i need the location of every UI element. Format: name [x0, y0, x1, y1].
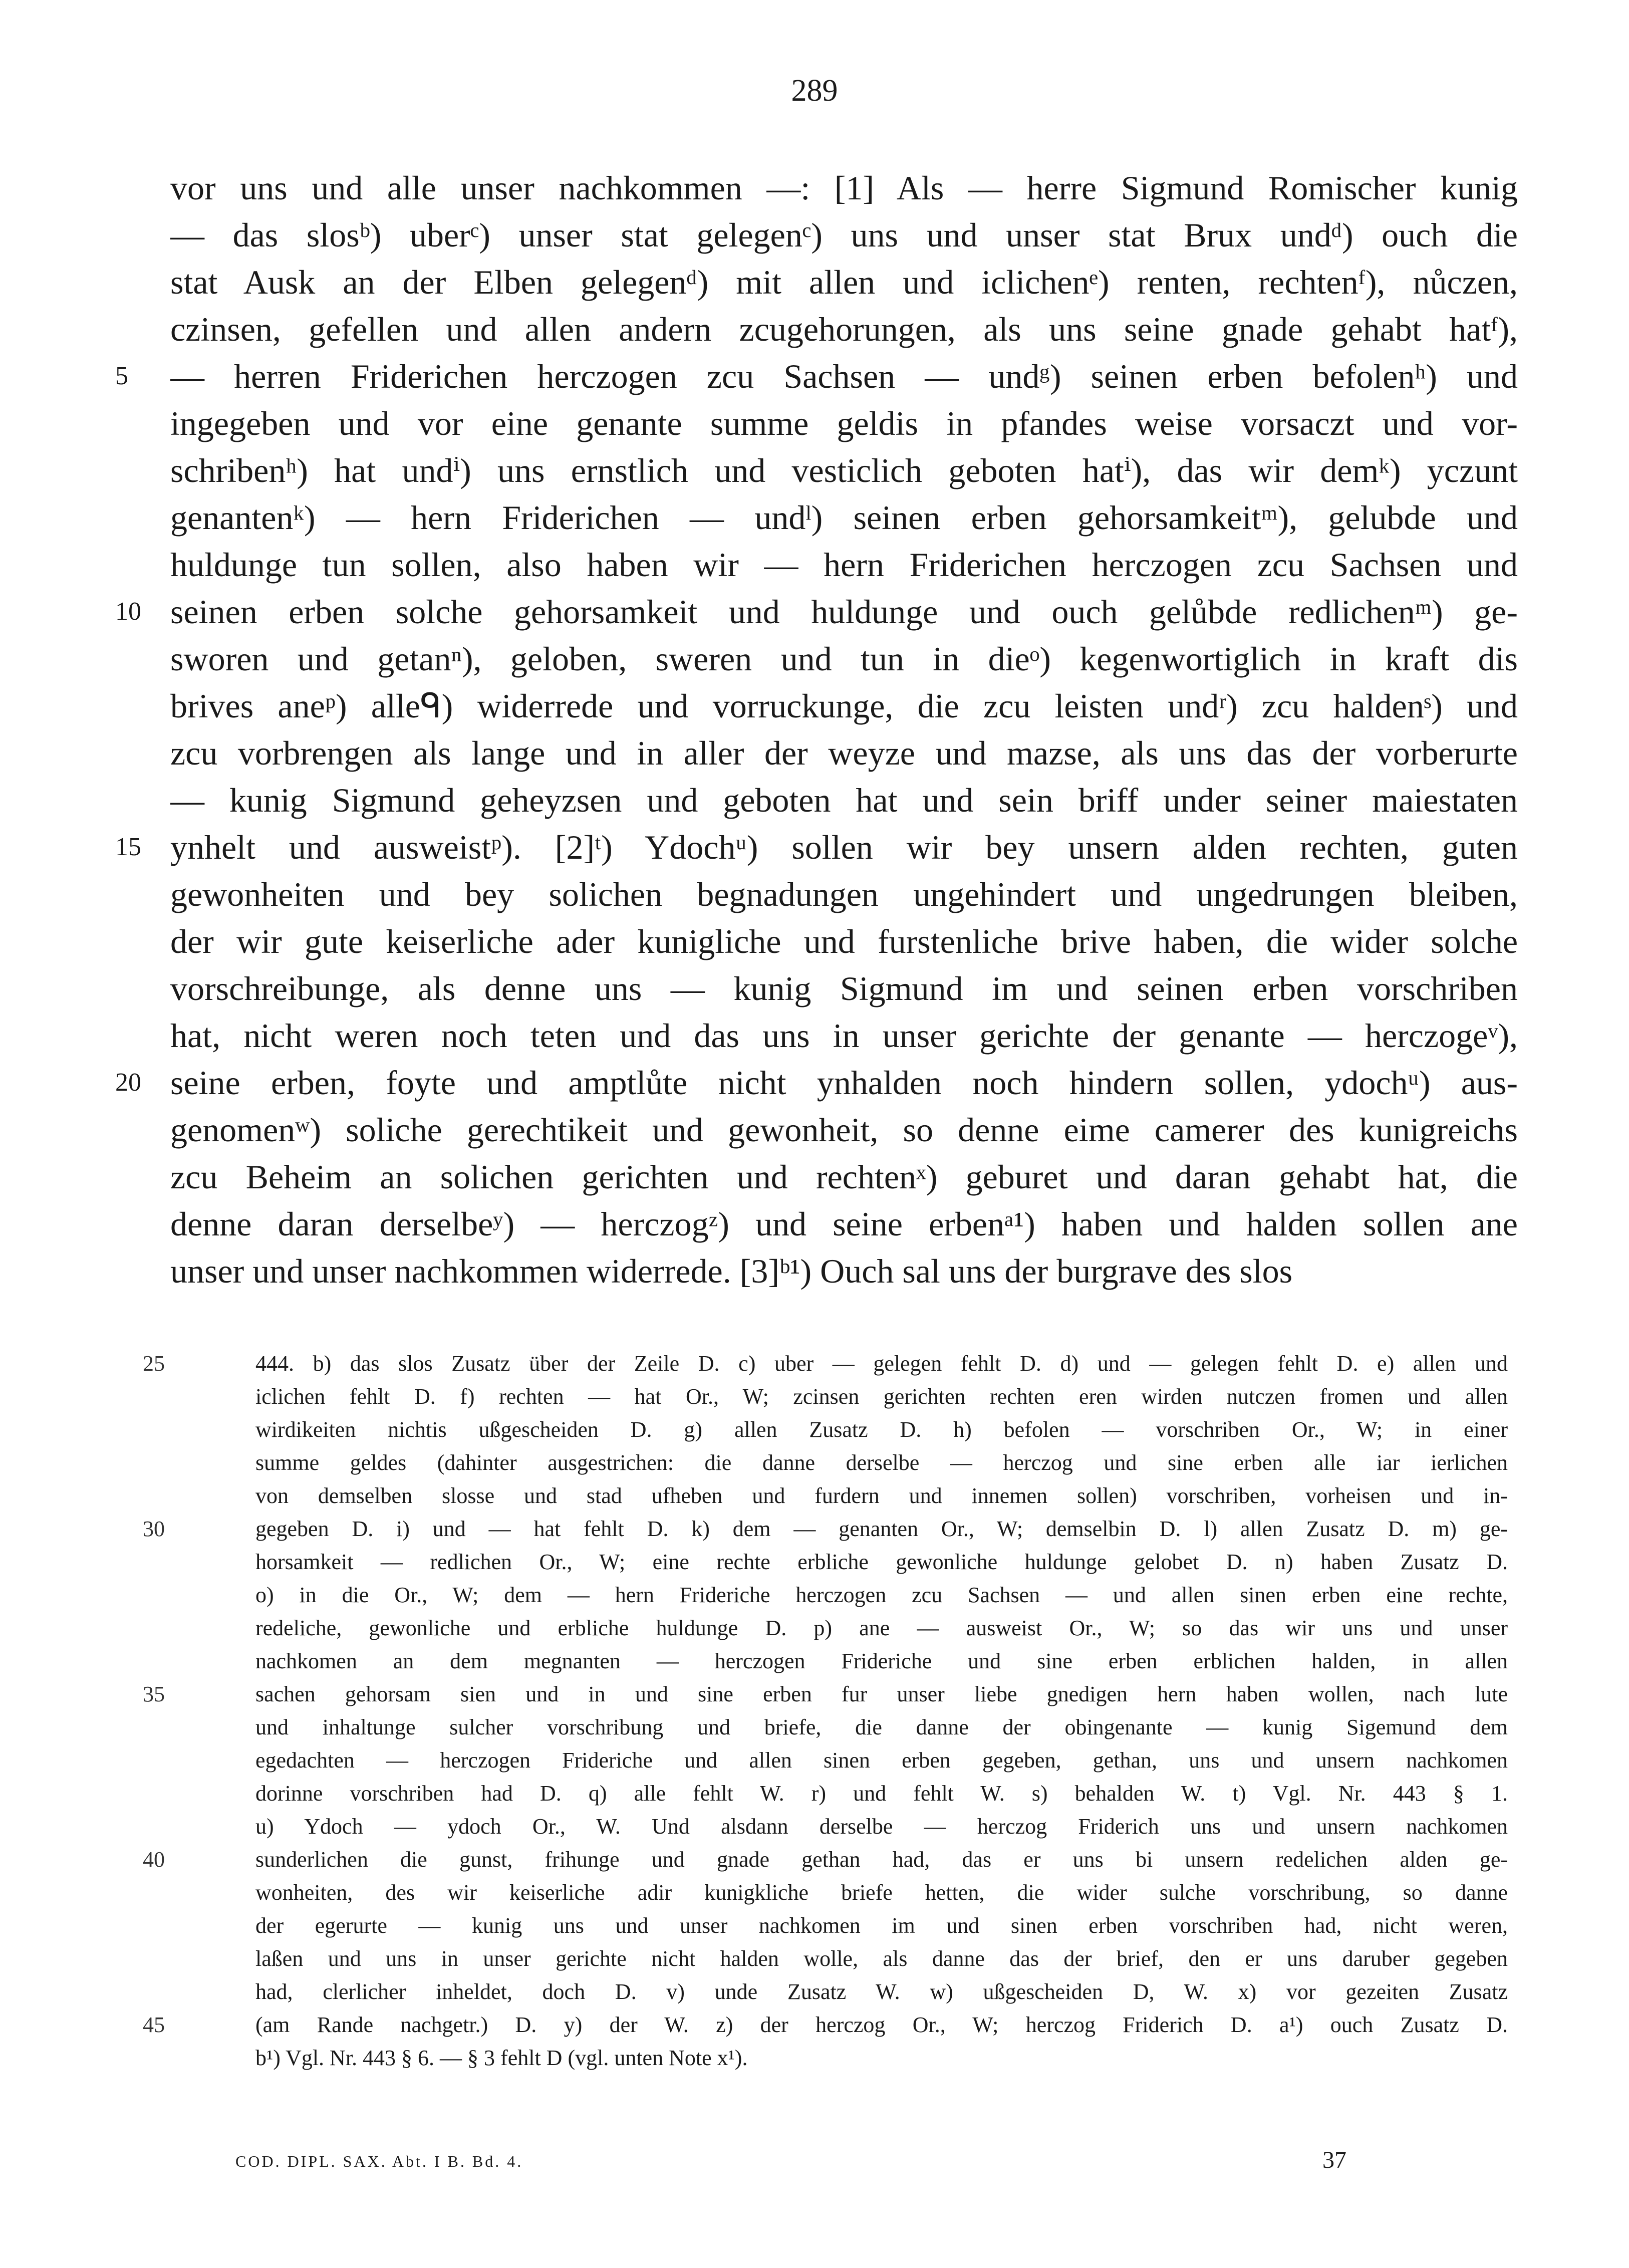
footnote-line: o) in die Or., W; dem — hern Frideriche herczogen zcu Sachsen — und allen sinen erben eine rechte, — [255, 1583, 1508, 1607]
line-number: 40 — [143, 1847, 165, 1872]
footnote-line: wonheiten, des wir keiserliche adir kunigkliche briefe hetten, die wider sulche vorschribung, so danne — [255, 1880, 1508, 1905]
text-line: der wir gute keiserliche ader kunigliche und furstenliche brive haben, die wider solche — [170, 922, 1518, 960]
text-line: schribenʰ) hat undⁱ) uns ernstlich und vesticlich geboten hatⁱ), das wir demᵏ) yczunt — [170, 451, 1518, 489]
text-line: — das slosᵇ) uberᶜ) unser stat gelegenᶜ) uns und unser stat Brux undᵈ) ouch die — [170, 216, 1518, 254]
text-line: — kunig Sigmund geheyzsen und geboten hat und sein briff under seiner maiestaten — [170, 781, 1518, 819]
line-number: 35 — [143, 1682, 165, 1706]
text-line: unser und unser nachkommen widerrede. [3]ᵇ¹) Ouch sal uns der burgrave des slos — [170, 1252, 1293, 1290]
text-line: brives aneᵖ) alleᑫ) widerrede und vorruckunge, die zcu leisten undʳ) zcu haldenˢ) und — [170, 687, 1518, 725]
text-line: seinen erben solche gehorsamkeit und huldunge und ouch gelůbde redlichenᵐ) ge- — [170, 593, 1518, 631]
footnote-line: der egerurte — kunig uns und unser nachkomen im und sinen erben vorschriben had, nicht weren, — [255, 1913, 1508, 1938]
text-line: vorschreibunge, als denne uns — kunig Sigmund im und seinen erben vorschriben — [170, 969, 1518, 1007]
text-line: zcu vorbrengen als lange und in aller der weyze und mazse, als uns das der vorberurte — [170, 734, 1518, 772]
text-line: vor uns und alle unser nachkommen —: [1] Als — herre Sigmund Romischer kunig — [170, 169, 1518, 207]
page-number: 289 — [791, 74, 838, 108]
footnote-line: redeliche, gewonliche und erbliche huldunge D. p) ane — ausweist Or., W; so das wir uns und unser — [255, 1616, 1508, 1640]
text-line: stat Ausk an der Elben gelegenᵈ) mit allen und iclichenᵉ) renten, rechtenᶠ), nůczen, — [170, 263, 1518, 301]
text-line: gewonheiten und bey solichen begnadungen ungehindert und ungedrungen bleiben, — [170, 875, 1518, 913]
text-line: seine erben, foyte und amptlůte nicht ynhalden noch hindern sollen, ydochᵘ) aus- — [170, 1064, 1518, 1102]
footnote-line: von demselben slosse und stad ufheben und furdern und innemen sollen) vorschriben, vorheisen und in- — [255, 1483, 1508, 1508]
footnote-line: laßen und uns in unser gerichte nicht halden wolle, als danne das der brief, den er uns daruber gegeben — [255, 1946, 1508, 1971]
text-line: huldunge tun sollen, also haben wir — hern Friderichen herczogen zcu Sachsen und — [170, 546, 1518, 584]
footnote-line: sunderlichen die gunst, frihunge und gnade gethan had, das er uns bi unsern redelichen alden ge- — [255, 1847, 1508, 1872]
line-number: 15 — [115, 833, 141, 861]
footnote-line: iclichen fehlt D. f) rechten — hat Or., W; zcinsen gerichten rechten eren wirden nutczen fromen und allen — [255, 1384, 1508, 1409]
text-line: — herren Friderichen herczogen zcu Sachsen — undᵍ) seinen erben befolenʰ) und — [170, 357, 1518, 395]
footnote-line: summe geldes (dahinter ausgestrichen: die danne derselbe — herczog und sine erben alle iar ierlichen — [255, 1450, 1508, 1475]
footnote-line: sachen gehorsam sien und in und sine erben fur unser liebe gnedigen hern haben wollen, nach lute — [255, 1682, 1508, 1706]
text-line: ynhelt und ausweistᵖ). [2]ᵗ) Ydochᵘ) sollen wir bey unsern alden rechten, guten — [170, 828, 1518, 866]
footnote-line: b¹) Vgl. Nr. 443 § 6. — § 3 fehlt D (vgl. unten Note x¹). — [255, 2046, 748, 2070]
footnote-line: u) Ydoch — ydoch Or., W. Und alsdann derselbe — herczog Friderich uns und unsern nachkomen — [255, 1814, 1508, 1839]
text-line: czinsen, gefellen und allen andern zcugehorungen, als uns seine gnade gehabt hatᶠ), — [170, 310, 1518, 348]
footnote-line: und inhaltunge sulcher vorschribung und briefe, die danne der obingenante — kunig Sigemund dem — [255, 1715, 1508, 1739]
line-number: 45 — [143, 2012, 165, 2037]
line-number: 30 — [143, 1517, 165, 1541]
footnote-line: egedachten — herczogen Frideriche und allen sinen erben gegeben, gethan, uns und unsern nachkomen — [255, 1748, 1508, 1773]
footnote-line: 444. b) das slos Zusatz über der Zeile D. c) uber — gelegen fehlt D. d) und — gelegen fehlt D. e) allen und — [255, 1351, 1508, 1376]
text-line: sworen und getanⁿ), geloben, sweren und tun in dieᵒ) kegenwortiglich in kraft dis — [170, 640, 1518, 678]
footnote-line: (am Rande nachgetr.) D. y) der W. z) der herczog Or., W; herczog Friderich D. a¹) ouch Zusatz D. — [255, 2012, 1508, 2037]
footnote-line: gegeben D. i) und — hat fehlt D. k) dem — genanten Or., W; demselbin D. l) allen Zusatz D. m) ge- — [255, 1517, 1508, 1541]
text-line: genantenᵏ) — hern Friderichen — undˡ) seinen erben gehorsamkeitᵐ), gelubde und — [170, 498, 1518, 537]
text-line: ingegeben und vor eine genante summe geldis in pfandes weise vorsaczt und vor- — [170, 404, 1518, 442]
footer-sheet-number: 37 — [1322, 2147, 1346, 2173]
footer-signature: COD. DIPL. SAX. Abt. I B. Bd. 4. — [235, 2152, 523, 2170]
line-number: 5 — [115, 362, 128, 390]
footnote-line: wirdikeiten nichtis ußgescheiden D. g) allen Zusatz D. h) befolen — vorschriben Or., W; in einer — [255, 1417, 1508, 1442]
footnote-line: horsamkeit — redlichen Or., W; eine rechte erbliche gewonliche huldunge gelobet D. n) haben Zusatz D. — [255, 1550, 1508, 1574]
footnote-line: nachkomen an dem megnanten — herczogen Frideriche und sine erben erblichen halden, in allen — [255, 1649, 1508, 1673]
line-number: 20 — [115, 1068, 141, 1097]
text-line: zcu Beheim an solichen gerichten und rechtenˣ) geburet und daran gehabt hat, die — [170, 1158, 1518, 1196]
line-number: 10 — [115, 597, 141, 626]
footnote-line: had, clerlicher inheldet, doch D. v) unde Zusatz W. w) ußgescheiden D, W. x) vor gezeiten Zusatz — [255, 1979, 1508, 2004]
text-line: genomenʷ) soliche gerechtikeit und gewonheit, so denne eime camerer des kunigreichs — [170, 1111, 1518, 1149]
footnote-line: dorinne vorschriben had D. q) alle fehlt W. r) und fehlt W. s) behalden W. t) Vgl. Nr. 443 § 1. — [255, 1781, 1508, 1806]
line-number: 25 — [143, 1351, 165, 1376]
text-line: denne daran derselbeʸ) — herczogᶻ) und seine erbenᵃ¹) haben und halden sollen ane — [170, 1205, 1518, 1243]
text-line: hat, nicht weren noch teten und das uns in unser gerichte der genante — herczogeᵛ), — [170, 1017, 1518, 1055]
